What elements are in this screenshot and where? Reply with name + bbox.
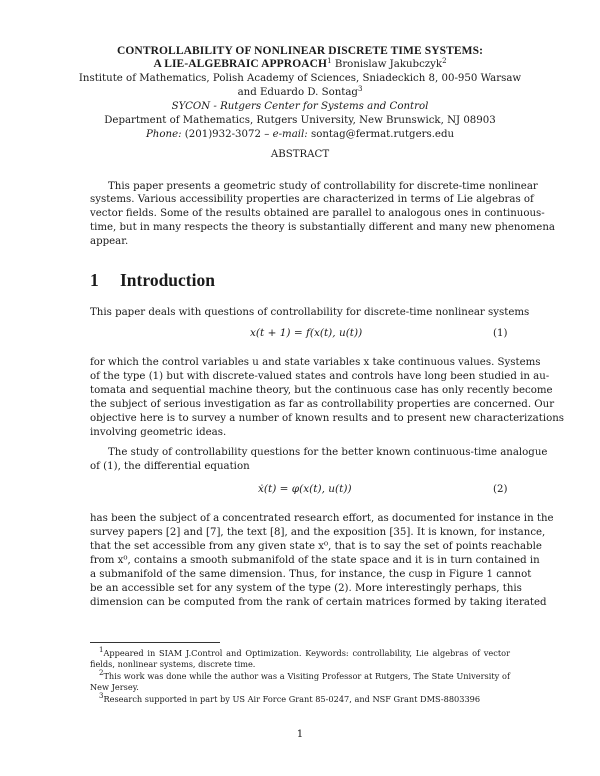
abstract-line: systems. Various accessibility properties are characterized in terms of Lie algebras of [90,194,534,205]
page-number: 1 [296,729,304,740]
footnote-2 [99,671,510,682]
affiliation-2-dept: Department of Mathematics, Rutgers University, New Brunswick, NJ 08903 [104,115,496,126]
paper-title-line1: CONTROLLABILITY OF NONLINEAR DISCRETE TIME SYSTEMS: [116,45,484,57]
footnote-1-line1: Appeared in SIAM J.Control and Optimization. Keywords: controllability, Lie algebras of vector [103,648,510,658]
abstract-heading: ABSTRACT [270,149,330,160]
body-line: objective here is to survey a number of known results and to present new characterizations [90,413,565,424]
body-line: involving geometric ideas. [90,427,227,438]
title-author-line [0,58,600,71]
footnote-1-line2: fields, nonlinear systems, discrete time. [90,659,256,669]
author-2: and Eduardo D. Sontag [237,87,358,98]
author-1: Bronislaw Jakubczyk [334,59,443,70]
body-line: has been the subject of a concentrated research effort, as documented for instance in the [90,513,554,524]
footnote-1-mark: 1 [99,646,104,654]
equation-1-label: (1) [493,328,508,339]
email-address: sontag@fermat.rutgers.edu [310,129,455,140]
body-line: survey papers [2] and [7], the text [8], and the exposition [35]. It is known, for instance, [90,527,546,538]
body-line: that the set accessible from any given state x⁰, that is to say the set of points reachable [90,541,542,552]
contact-line [0,128,600,141]
affiliation-1: Institute of Mathematics, Polish Academy of Sciences, Sniadeckich 8, 00-950 Warsaw [78,73,522,84]
intro-line: This paper deals with questions of controllability for discrete-time nonlinear systems [90,307,530,318]
email-label: e-mail: [272,129,308,140]
phone-label: Phone: [145,129,182,140]
footnote-rule [90,642,220,643]
equation-1: x(t + 1) = f(x(t), u(t)) [250,327,363,339]
section-heading [90,270,215,291]
body-line: The study of controllability questions for the better known continuous-time analogue [108,447,548,458]
body-line: dimension can be computed from the rank of certain matrices formed by taking iterated [90,597,547,608]
body-line: from x⁰, contains a smooth submanifold of the state space and it is in turn contained in [90,555,540,566]
abstract-line: appear. [90,236,129,247]
body-line: a submanifold of the same dimension. Thus, for instance, the cusp in Figure 1 cannot [90,569,532,580]
footnote-3 [99,694,480,705]
title-footnote-mark: 1 [327,57,332,65]
equation-2-label: (2) [493,484,508,495]
author-2-line [0,86,600,99]
section-title: Introduction [120,270,215,290]
body-line: for which the control variables u and state variables x take continuous values. Systems [90,357,541,368]
body-line: of (1), the differential equation [90,461,250,472]
body-line: the subject of serious investigation as far as controllability properties are concerned. Our [90,399,555,410]
abstract-line: This paper presents a geometric study of controllability for discrete-time nonlinear [108,181,538,192]
phone-number: (201)932-3072 – [184,129,270,140]
abstract-line: vector fields. Some of the results obtained are parallel to analogous ones in continuous- [90,208,545,219]
body-line: be an accessible set for any system of the type (2). More interestingly perhaps, this [90,583,522,594]
footnote-2-mark: 2 [99,669,104,677]
footnote-3-line1: Research supported in part by US Air Force Grant 85-0247, and NSF Grant DMS-8803396 [103,694,481,704]
footnote-3-mark: 3 [99,692,104,700]
body-line: of the type (1) but with discrete-valued states and controls have long been studied in au- [90,371,550,382]
footnote-2-line2: New Jersey. [90,682,139,692]
footnote-2-line1: This work was done while the author was a Visiting Professor at Rutgers, The State University of [103,671,510,681]
affiliation-2-center: SYCON - Rutgers Center for Systems and Control [171,101,429,112]
footnote-1 [99,648,510,659]
author1-footnote-mark: 2 [442,57,447,65]
abstract-line: time, but in many respects the theory is substantially different and many new phenomena [90,222,555,233]
equation-2: ẋ(t) = φ(x(t), u(t)) [258,483,352,495]
section-number: 1 [90,270,99,290]
paper-title-line2: A LIE-ALGEBRAIC APPROACH [153,58,328,70]
body-line: tomata and sequential machine theory, but the continuous case has only recently become [90,385,553,396]
author2-footnote-mark: 3 [357,85,363,93]
